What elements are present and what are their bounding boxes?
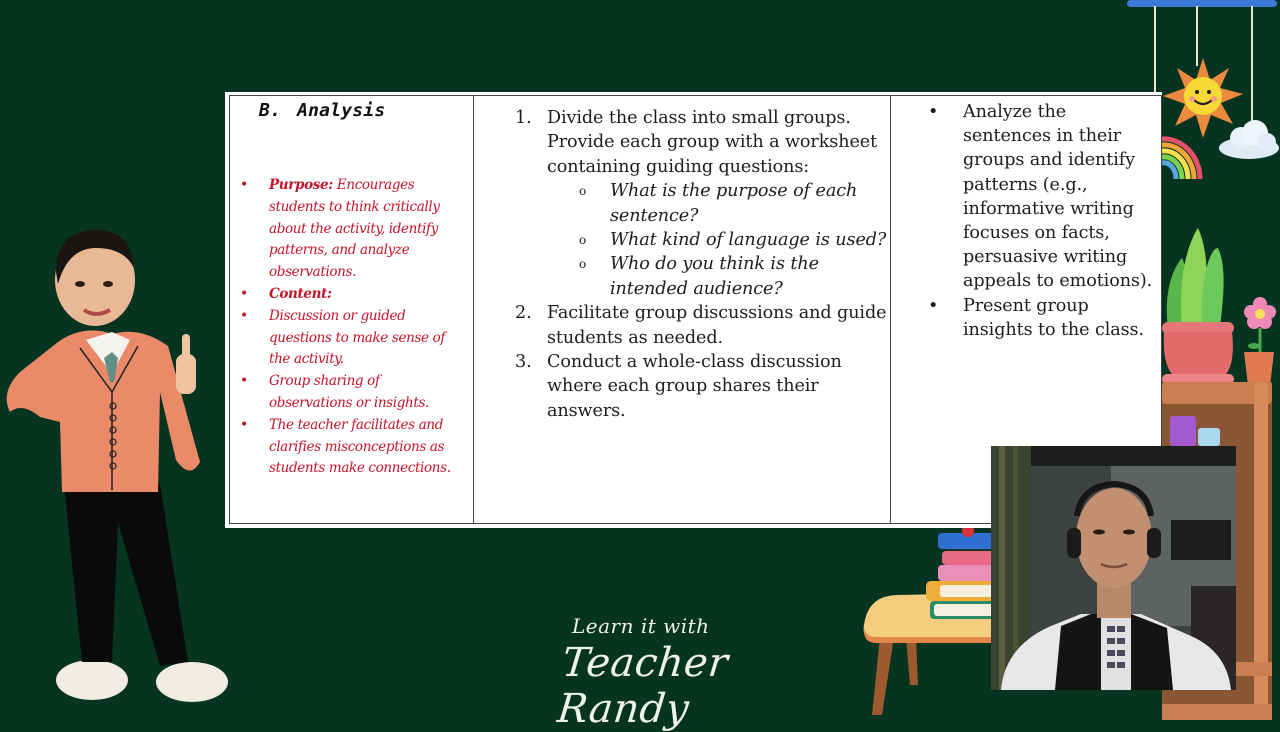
string: [1251, 6, 1253, 126]
branding-name: Teacher Randy: [555, 640, 731, 732]
section-title: Analysis: [297, 100, 386, 121]
mobile-bar: [1127, 0, 1277, 7]
string: [1196, 6, 1198, 66]
section-letter: B.: [259, 100, 282, 121]
list-item: [235, 371, 465, 415]
item-text: Encourages students to think critically about the activity, identify patterns, and analyze observations.: [269, 177, 440, 281]
procedure-list: [510, 106, 890, 423]
circle-bullet-icon: o: [579, 184, 587, 199]
procedure-step: [510, 301, 890, 350]
step-number: 2.: [515, 303, 532, 324]
bullet-icon: •: [240, 307, 248, 324]
bullet-icon: •: [240, 177, 248, 193]
list-item: [235, 306, 465, 371]
bullet-icon: •: [240, 373, 248, 390]
webcam-video-feed: [991, 446, 1236, 690]
step-number: 1.: [515, 108, 532, 128]
list-item: [235, 415, 465, 480]
channel-branding: [555, 612, 820, 732]
item-label: Purpose:: [269, 177, 333, 193]
step-text: Divide the class into small groups. Provide each group with a worksheet containing guiding questions:: [547, 108, 878, 177]
question-text: Who do you think is the intended audience?: [610, 254, 819, 299]
procedure-step: [510, 106, 890, 301]
question-text: What kind of language is used?: [610, 230, 887, 251]
item-text: Present group insights to the class.: [963, 295, 1144, 340]
step-number: 3.: [515, 352, 532, 373]
bullet-icon: •: [928, 102, 939, 122]
step-text: Facilitate group discussions and guide students as needed.: [547, 303, 887, 348]
guiding-question: [547, 228, 890, 252]
column-teacher-activities: [474, 95, 891, 524]
guiding-question: [547, 179, 890, 228]
teacher-avatar: [0, 222, 240, 720]
step-text: Conduct a whole-class discussion where each group shares their answers.: [547, 352, 842, 421]
bullet-icon: •: [240, 285, 248, 302]
item-text: Discussion or guided questions to make sense of the activity.: [269, 307, 446, 368]
string: [1154, 6, 1156, 101]
rainbow-icon: [1162, 133, 1204, 183]
list-item: [928, 294, 1158, 342]
section-heading: [259, 100, 385, 121]
presenter-video-icon: [991, 446, 1236, 690]
cloud-icon: [1217, 118, 1280, 160]
column-objectives: [229, 95, 474, 524]
item-text: The teacher facilitates and clarifies misconceptions as students make connections.: [269, 416, 451, 477]
list-item: [235, 175, 465, 284]
guiding-question: [547, 252, 890, 301]
circle-bullet-icon: o: [579, 233, 587, 248]
student-activities-list: [928, 100, 1158, 342]
bullet-icon: •: [240, 416, 248, 433]
books-table-icon: [858, 525, 998, 720]
item-label: Content:: [269, 285, 332, 302]
list-item: [928, 100, 1158, 294]
question-text: What is the purpose of each sentence?: [610, 181, 858, 226]
analysis-notes-list: [235, 175, 465, 480]
branding-tagline: Learn it with: [572, 614, 710, 638]
circle-bullet-icon: o: [579, 257, 587, 272]
guiding-questions: [547, 179, 890, 301]
item-text: Group sharing of observations or insights.: [269, 373, 429, 411]
item-text: Analyze the sentences in their groups and identify patterns (e.g., informative writing focuses on facts, persuasive writing appeals to emotions).: [963, 102, 1153, 292]
procedure-step: [510, 350, 890, 423]
plant-pot-icon: [1162, 218, 1280, 388]
list-item: [235, 284, 465, 306]
bullet-icon: •: [928, 295, 939, 316]
